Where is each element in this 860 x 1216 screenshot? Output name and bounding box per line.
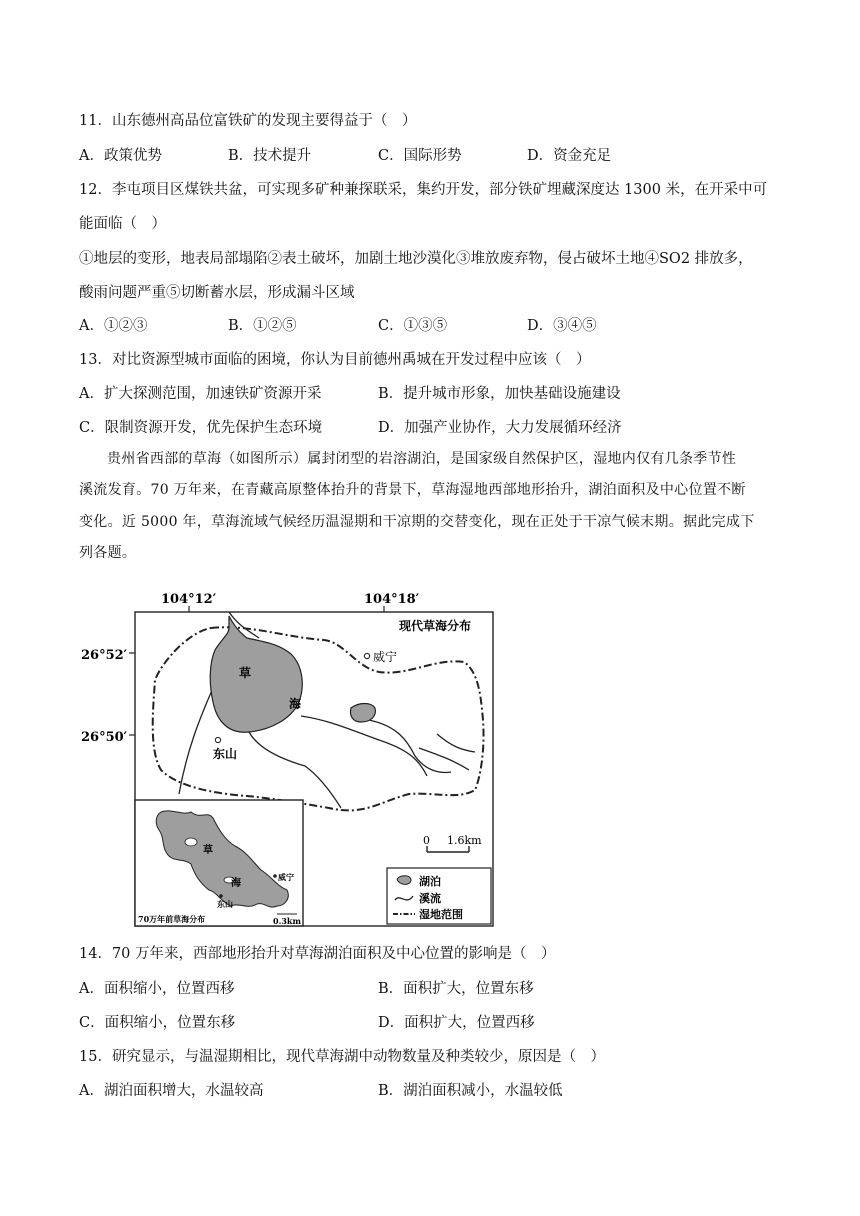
- legend-wetland-label: 湿地范围: [419, 908, 463, 921]
- map-title: 现代草海分布: [399, 619, 472, 633]
- caohai-map: [79, 580, 499, 930]
- inset-dongshan-label: 东山: [217, 899, 233, 909]
- q14-option-a: A．面积缩小，位置西移: [79, 981, 235, 997]
- q13-option-d: D．加强产业协作，大力发展循环经济: [378, 420, 622, 436]
- inset-label-cao: 草: [203, 845, 213, 856]
- q12-option-b: B．①②⑤: [228, 318, 297, 334]
- q13-stem: 13．对比资源型城市面临的困境，你认为目前德州禹城在开发过程中应该（ ）: [79, 352, 591, 368]
- q15-option-a: A．湖泊面积增大，水温较高: [79, 1083, 264, 1099]
- legend-stream-label: 溪流: [419, 892, 441, 905]
- inset-label-hai: 海: [231, 878, 241, 889]
- legend: [387, 868, 491, 924]
- dongshan-label: 东山: [213, 747, 238, 761]
- inset-map: [135, 800, 303, 926]
- weining-label: 威宁: [373, 650, 398, 664]
- lake-label-hai: 海: [289, 697, 302, 711]
- q11-option-d: D．资金充足: [527, 148, 612, 164]
- q13-option-b: B．提升城市形象，加快基础设施建设: [378, 386, 621, 402]
- q11-stem: 11．山东德州高品位富铁矿的发现主要得益于（ ）: [79, 113, 417, 129]
- q12-items-line1: ①地层的变形，地表局部塌陷②表土破坏，加剧土地沙漠化③堆放废弃物，侵占破坏土地④SO2 排放多，: [79, 251, 753, 267]
- passage-line4: 列各题。: [79, 544, 137, 561]
- legend-lake-swatch: [397, 876, 411, 885]
- inset-dongshan-marker: [219, 894, 223, 898]
- dongshan-marker: [215, 737, 220, 742]
- q12-items-line2: 酸雨问题严重⑤切断蓄水层，形成漏斗区域: [79, 285, 355, 301]
- q12-option-a: A．①②③: [79, 318, 148, 334]
- q14-option-b: B．面积扩大，位置东移: [378, 981, 534, 997]
- q12-option-c: C．①③⑤: [378, 318, 448, 334]
- lon-right-label: 104°18′: [364, 592, 420, 607]
- passage-line2: 溪流发育。70 万年来，在青藏高原整体抬升的背景下，草海湿地西部地形抬升，湖泊面积及中心位置不断: [79, 482, 746, 499]
- passage-line1: 贵州省西部的草海（如图所示）属封闭型的岩溶湖泊，是国家级自然保护区，湿地内仅有几条季节性: [107, 451, 737, 467]
- q12-option-d: D．③④⑤: [527, 318, 597, 334]
- q11-option-c: C．国际形势: [378, 148, 462, 164]
- q15-stem: 15．研究显示，与温湿期相比，现代草海湖中动物数量及种类较少，原因是（ ）: [79, 1049, 605, 1065]
- q11-option-a: A．政策优势: [79, 148, 162, 164]
- weining-marker: [364, 653, 369, 658]
- scale-label: 1.6km: [447, 834, 482, 847]
- q14-stem: 14．70 万年来，西部地形抬升对草海湖泊面积及中心位置的影响是（ ）: [79, 946, 556, 962]
- scale-zero: 0: [423, 834, 430, 847]
- inset-weining-marker: [273, 874, 277, 878]
- legend-lake-label: 湖泊: [419, 875, 441, 888]
- east-pond: [350, 704, 375, 723]
- q14-option-c: C．面积缩小，位置东移: [79, 1015, 236, 1031]
- inset-weining-label: 威宁: [278, 872, 294, 882]
- lon-left-label: 104°12′: [161, 592, 217, 607]
- q11-option-b: B．技术提升: [228, 148, 312, 164]
- passage: [79, 444, 779, 569]
- q13-option-a: A．扩大探测范围，加速铁矿资源开采: [79, 386, 322, 402]
- lat-top-label: 26°52′: [81, 648, 128, 663]
- q12-stem-line1: 12．李屯项目区煤铁共盆，可实现多矿种兼探联采，集约开发，部分铁矿埋藏深度达 1300 米，在开采中可: [79, 182, 768, 198]
- q12-stem-line2: 能面临（ ）: [79, 216, 166, 232]
- q15-option-b: B．湖泊面积减小，水温较低: [378, 1083, 563, 1099]
- inset-scale: 0.3km: [273, 916, 301, 926]
- q13-option-c: C．限制资源开发，优先保护生态环境: [79, 420, 323, 436]
- passage-line3: 变化。近 5000 年，草海流域气候经历温湿期和干凉期的交替变化，现在正处于干凉气候末期。据此完成下: [79, 513, 755, 530]
- lake-label-cao: 草: [239, 666, 252, 680]
- inset-title: 70万年前草海分布: [138, 914, 206, 924]
- q14-option-d: D．面积扩大，位置西移: [378, 1015, 535, 1031]
- lat-bottom-label: 26°50′: [81, 730, 128, 745]
